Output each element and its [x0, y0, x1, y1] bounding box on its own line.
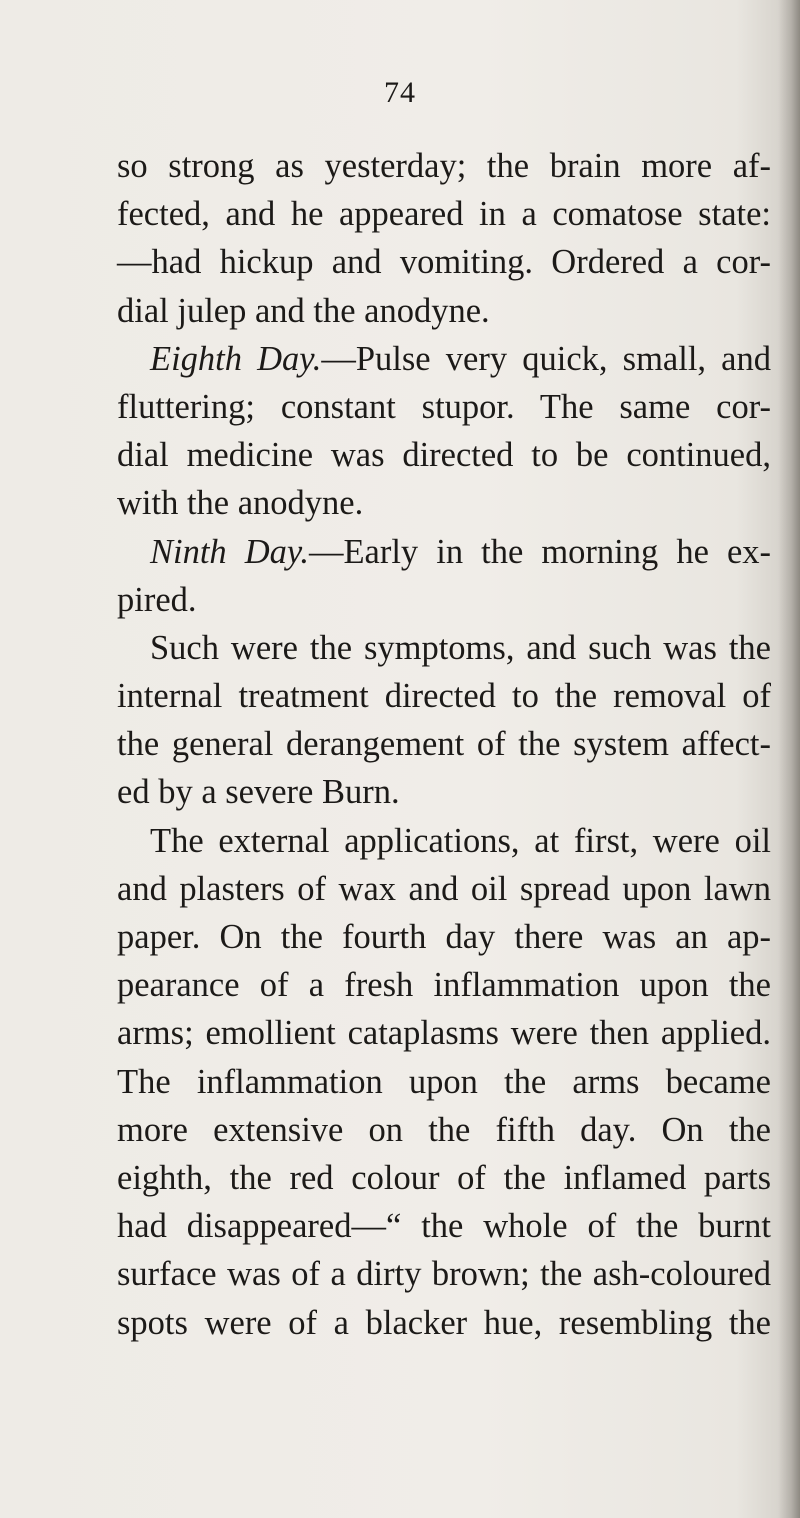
text-line	[117, 479, 771, 527]
text-line	[117, 528, 771, 576]
line-text: and plasters of wax and oil spread upon lawn	[117, 869, 771, 908]
text-line	[117, 720, 771, 768]
body-text	[117, 142, 771, 1347]
page-edge-shadow	[778, 0, 800, 1518]
line-text: pired.	[117, 580, 197, 619]
line-text: eighth, the red colour of the inflamed parts	[117, 1158, 771, 1197]
text-line	[117, 768, 771, 816]
line-text: the general derangement of the system affect-	[117, 725, 771, 764]
line-text: arms; emollient cataplasms were then applied.	[117, 1014, 771, 1053]
text-line	[117, 1009, 771, 1057]
text-line	[117, 576, 771, 624]
line-text: so strong as yesterday; the brain more af-	[117, 147, 771, 185]
line-text: with the anodyne.	[117, 484, 364, 523]
line-text: internal treatment directed to the removal of	[117, 677, 771, 716]
text-line	[117, 1202, 771, 1250]
line-text: had disappeared—“ the whole of the burnt	[117, 1207, 771, 1246]
line-text: paper. On the fourth day there was an ap-	[117, 918, 771, 956]
text-line	[117, 383, 771, 431]
text-line	[117, 287, 771, 335]
text-line	[117, 190, 771, 238]
day-heading: Eighth Day.	[150, 339, 322, 378]
line-text: dial julep and the anodyne.	[117, 291, 490, 330]
line-text: spots were of a blacker hue, resembling the	[117, 1303, 771, 1342]
text-line	[117, 335, 771, 383]
line-text: dial medicine was directed to be continued,	[117, 436, 771, 475]
text-line	[117, 431, 771, 479]
text-line	[117, 142, 771, 190]
text-line	[117, 1106, 771, 1154]
line-text: fluttering; constant stupor. The same cor-	[117, 387, 771, 426]
line-text: The inflammation upon the arms became	[117, 1062, 771, 1101]
line-text: Such were the symptoms, and such was the	[150, 628, 771, 667]
line-text: fected, and he appeared in a comatose state:	[117, 195, 771, 234]
text-line	[117, 865, 771, 913]
line-text: The external applications, at first, were oil	[150, 821, 771, 860]
line-text: surface was of a dirty brown; the ash-coloured	[117, 1255, 771, 1294]
line-text: ed by a severe Burn.	[117, 773, 400, 812]
text-line	[117, 1250, 771, 1298]
text-line	[117, 672, 771, 720]
line-text: more extensive on the fifth day. On the	[117, 1110, 771, 1149]
line-text: —Pulse very quick, small, and	[321, 339, 771, 378]
text-line	[117, 238, 771, 286]
text-line	[117, 817, 771, 865]
text-line	[117, 1154, 771, 1202]
text-line	[117, 961, 771, 1009]
line-text: —Early in the morning he ex-	[308, 532, 771, 571]
text-line	[117, 1058, 771, 1106]
text-line	[117, 624, 771, 672]
line-text: —had hickup and vomiting. Ordered a cor-	[117, 243, 771, 282]
day-heading: Ninth Day.	[150, 532, 309, 571]
line-text: pearance of a fresh inflammation upon the	[117, 966, 771, 1005]
text-line	[117, 1299, 771, 1347]
page-number: 74	[384, 76, 416, 109]
text-line	[117, 913, 771, 961]
